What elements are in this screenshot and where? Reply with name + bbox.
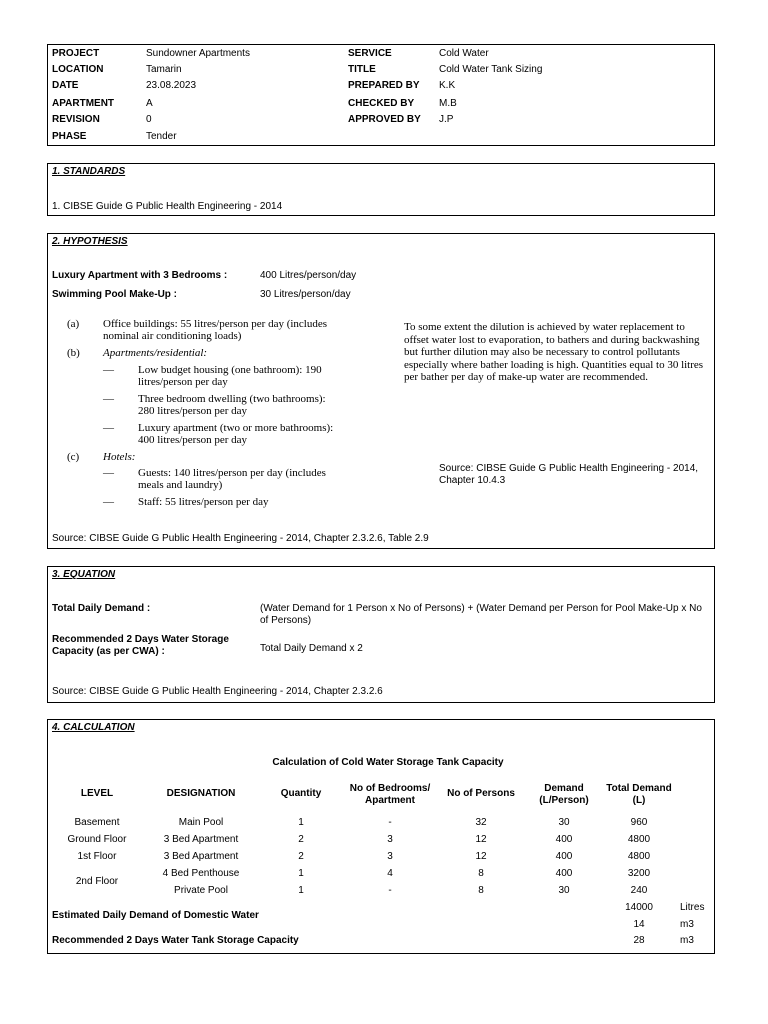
cell-designation: Main Pool: [178, 817, 224, 828]
label-revision: REVISION: [52, 114, 100, 125]
excerpt-guests: Guests: 140 litres/person per day (includes meals and laundry): [138, 467, 326, 491]
source-equation: Source: CIBSE Guide G Public Health Engineering - 2014, Chapter 2.3.2.6: [52, 686, 383, 697]
cell-bedrooms: 3: [387, 851, 393, 862]
hypothesis-section: [47, 233, 715, 549]
storage-m3: 28: [633, 935, 645, 946]
standards-section: [47, 163, 715, 216]
label-service: SERVICE: [348, 48, 392, 59]
storage-m3-unit: m3: [680, 935, 694, 946]
section-title-equation: 3. EQUATION: [52, 569, 116, 580]
level-2nd-floor: 2nd Floor: [75, 876, 119, 887]
excerpt-apartments-heading: Apartments/residential:: [103, 347, 208, 359]
col-header-total-demand: Total Demand (L): [606, 783, 672, 806]
label-prepared-by: PREPARED BY: [348, 80, 420, 91]
cell-quantity: 2: [298, 834, 304, 845]
label-apartment: APARTMENT: [52, 98, 115, 109]
value-apartment: A: [146, 98, 153, 109]
excerpt-dash: —: [103, 467, 114, 479]
label-title: TITLE: [348, 64, 376, 75]
value-checked-by: M.B: [439, 98, 457, 109]
cell-total: 3200: [627, 868, 651, 879]
level-basement: Basement: [74, 817, 120, 828]
cell-total: 4800: [627, 834, 651, 845]
value-service: Cold Water: [439, 48, 489, 59]
excerpt-marker-a: (a): [67, 318, 80, 330]
excerpt-marker-b: (b): [67, 347, 80, 359]
level-ground-floor: Ground Floor: [67, 834, 127, 845]
label-checked-by: CHECKED BY: [348, 98, 415, 109]
col-header-level: LEVEL: [80, 788, 114, 799]
cell-quantity: 1: [298, 885, 304, 896]
hypothesis-label: Luxury Apartment with 3 Bedrooms :: [52, 270, 228, 281]
cell-persons: 32: [475, 817, 487, 828]
excerpt-staff: Staff: 55 litres/person per day: [138, 496, 269, 508]
excerpt-marker-c: (c): [67, 451, 80, 463]
daily-m3-unit: m3: [680, 919, 694, 930]
excerpt-low-budget: Low budget housing (one bathroom): 190 litres/person per day: [138, 364, 322, 388]
daily-demand-label: Estimated Daily Demand of Domestic Water: [52, 910, 259, 921]
value-date: 23.08.2023: [146, 80, 197, 91]
section-title-hypothesis: 2. HYPOTHESIS: [52, 236, 128, 247]
value-approved-by: J.P: [439, 114, 454, 125]
cell-demand: 30: [558, 817, 570, 828]
cell-bedrooms: 4: [387, 868, 393, 879]
equation-label-daily: Total Daily Demand :: [52, 603, 151, 614]
value-prepared-by: K.K: [439, 80, 456, 91]
source-hypothesis: Source: CIBSE Guide G Public Health Engineering - 2014, Chapter 2.3.2.6, Table 2.9: [52, 533, 429, 544]
excerpt-luxury: Luxury apartment (two or more bathrooms): 400 litres/person per day: [138, 422, 334, 446]
hypothesis-value: 30 Litres/person/day: [260, 289, 351, 300]
storage-capacity-label: Recommended 2 Days Water Tank Storage Capacity: [52, 935, 299, 946]
col-header-bedrooms: No of Bedrooms/ Apartment: [349, 783, 431, 806]
cell-quantity: 1: [298, 868, 304, 879]
cell-persons: 8: [478, 868, 484, 879]
daily-litres-unit: Litres: [680, 902, 705, 913]
value-revision: 0: [146, 114, 152, 125]
equation-label-storage: Recommended 2 Days Water Storage Capacity (as per CWA) :: [52, 634, 229, 657]
col-header-quantity: Quantity: [280, 788, 322, 799]
excerpt-hotels-heading: Hotels:: [103, 451, 136, 463]
label-project: PROJECT: [52, 48, 100, 59]
excerpt-pool-makeup: To some extent the dilution is achieved by water replacement to offset water lost to evaporation, to bathers and during backwashing but further dilution may also be necessary to control pollutants especially where bather loading is high. Quantities equal to 30 litres per bather per day of make-up water are recommended.: [404, 321, 704, 383]
level-1st-floor: 1st Floor: [77, 851, 117, 862]
label-approved-by: APPROVED BY: [348, 114, 421, 125]
cell-designation: Private Pool: [174, 885, 228, 896]
excerpt-dash: —: [103, 496, 114, 508]
cell-bedrooms: 3: [387, 834, 393, 845]
cell-designation: 3 Bed Apartment: [163, 834, 239, 845]
cell-total: 4800: [627, 851, 651, 862]
table-title: Calculation of Cold Water Storage Tank Capacity: [272, 757, 504, 768]
daily-litres: 14000: [625, 902, 653, 913]
equation-section: [47, 566, 715, 703]
hypothesis-value: 400 Litres/person/day: [260, 270, 357, 281]
cell-bedrooms: -: [388, 885, 392, 896]
label-phase: PHASE: [52, 131, 87, 142]
cell-demand: 400: [555, 851, 573, 862]
cell-demand: 400: [555, 834, 573, 845]
cell-bedrooms: -: [388, 817, 392, 828]
equation-storage: Total Daily Demand x 2: [260, 643, 363, 654]
cell-persons: 12: [475, 834, 487, 845]
excerpt-office-buildings: Office buildings: 55 litres/person per day (includes nominal air conditioning loads): [103, 318, 328, 342]
value-phase: Tender: [146, 131, 177, 142]
cell-designation: 3 Bed Apartment: [163, 851, 239, 862]
value-project: Sundowner Apartments: [146, 48, 250, 59]
excerpt-dash: —: [103, 422, 114, 434]
col-header-persons: No of Persons: [447, 788, 515, 799]
col-header-demand: Demand (L/Person): [539, 783, 589, 806]
equation-daily: (Water Demand for 1 Person x No of Persons) + (Water Demand per Person for Pool Make-Up x No of Persons): [260, 603, 702, 626]
value-location: Tamarin: [146, 64, 182, 75]
section-title-standards: 1. STANDARDS: [52, 166, 126, 177]
cell-persons: 12: [475, 851, 487, 862]
cell-total: 240: [630, 885, 648, 896]
cell-designation: 4 Bed Penthouse: [162, 868, 240, 879]
excerpt-three-bedroom: Three bedroom dwelling (two bathrooms): 280 litres/person per day: [138, 393, 326, 417]
col-header-designation: DESIGNATION: [166, 788, 236, 799]
excerpt-dash: —: [103, 393, 114, 405]
hypothesis-label: Swimming Pool Make-Up :: [52, 289, 178, 300]
header-block: [47, 44, 715, 146]
label-date: DATE: [52, 80, 79, 91]
cell-demand: 30: [558, 885, 570, 896]
cell-quantity: 2: [298, 851, 304, 862]
calculation-section: [47, 719, 715, 954]
section-title-calculation: 4. CALCULATION: [52, 722, 135, 733]
cell-total: 960: [630, 817, 648, 828]
source-right: Source: CIBSE Guide G Public Health Engineering - 2014, Chapter 10.4.3: [439, 463, 699, 486]
label-location: LOCATION: [52, 64, 104, 75]
value-title: Cold Water Tank Sizing: [439, 64, 543, 75]
standard-item: 1. CIBSE Guide G Public Health Engineering - 2014: [52, 201, 283, 212]
cell-quantity: 1: [298, 817, 304, 828]
excerpt-dash: —: [103, 364, 114, 376]
cell-persons: 8: [478, 885, 484, 896]
cell-demand: 400: [555, 868, 573, 879]
daily-m3: 14: [633, 919, 645, 930]
